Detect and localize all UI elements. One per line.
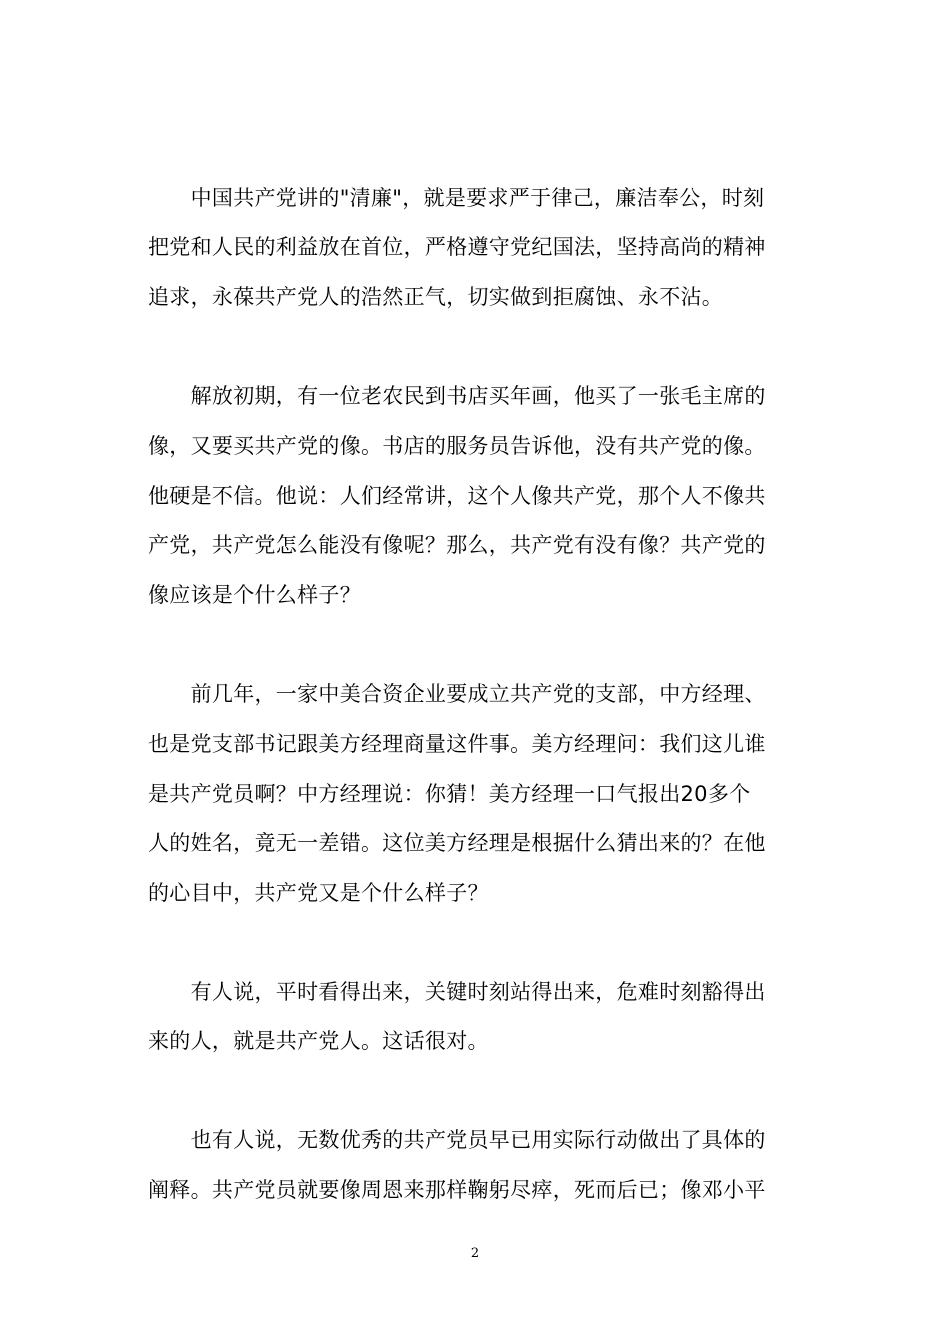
text-line: 也是党支部书记跟美方经理商量这件事。美方经理问：我们这儿谁	[148, 732, 766, 756]
page-number: 2	[470, 1246, 480, 1261]
text-line: 有人说，平时看得出来，关键时刻站得出来，危难时刻豁得出	[148, 980, 766, 1004]
text-line: 把党和人民的利益放在首位，严格遵守党纪国法，坚持高尚的精神	[148, 235, 766, 259]
text-line: 中国共产党讲的"清廉"，就是要求严于律己，廉洁奉公，时刻	[148, 186, 765, 210]
text-line: 解放初期，有一位老农民到书店买年画，他买了一张毛主席的	[148, 384, 766, 408]
text-line: 阐释。共产党员就要像周恩来那样鞠躬尽瘁，死而后已；像邓小平	[148, 1178, 766, 1202]
text-line: 也有人说，无数优秀的共产党员早已用实际行动做出了具体的	[148, 1128, 766, 1152]
text-line: 产党，共产党怎么能没有像呢？那么，共产党有没有像？共产党的	[148, 533, 766, 557]
text-line: 追求，永葆共产党人的浩然正气，切实做到拒腐蚀、永不沾。	[148, 285, 724, 309]
text-line: 的心目中，共产党又是个什么样子？	[148, 881, 489, 905]
text-line: 他硬是不信。他说：人们经常讲，这个人像共产党，那个人不像共	[148, 484, 766, 508]
text-line: 来的人，就是共产党人。这话很对。	[148, 1029, 489, 1053]
text-line: 人的姓名，竟无一差错。这位美方经理是根据什么猜出来的？在他	[148, 831, 766, 855]
text-line: 像，又要买共产党的像。书店的服务员告诉他，没有共产党的像。	[148, 434, 766, 458]
text-line: 像应该是个什么样子？	[148, 583, 361, 607]
text-line: 是共产党员啊？中方经理说：你猜！美方经理一口气报出20多个	[148, 782, 751, 806]
text-line: 前几年，一家中美合资企业要成立共产党的支部，中方经理、	[148, 682, 766, 706]
